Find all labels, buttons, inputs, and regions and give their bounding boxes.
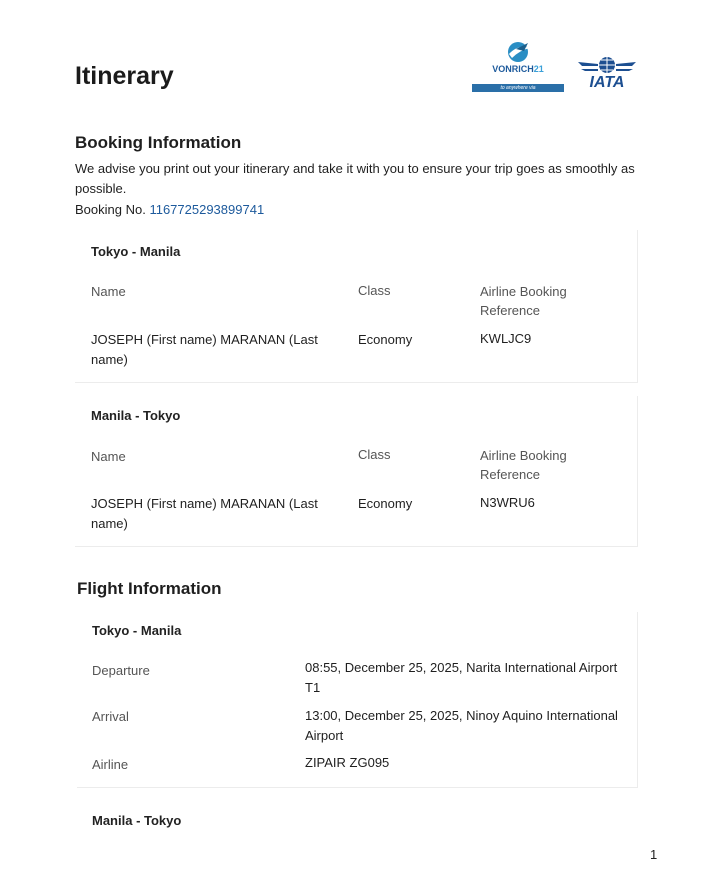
departure-line-1: 08:55, December 25, 2025, Narita International Airport	[305, 660, 618, 675]
vonrich-tagline: to anywhere via	[500, 85, 536, 91]
passenger-name-line-1: JOSEPH (First name) MARANAN (Last	[91, 332, 318, 347]
arrival-line-2: Airport	[305, 728, 344, 743]
departure-label: Departure	[92, 663, 150, 678]
airline-reference-value: N3WRU6	[480, 495, 535, 510]
booking-heading: Booking Information	[75, 133, 242, 152]
flight-segment-route: Manila - Tokyo	[92, 813, 182, 828]
airline-label: Airline	[92, 757, 129, 772]
iata-logo	[576, 54, 638, 94]
vonrich-logo	[472, 40, 564, 95]
passenger-name-line-1: JOSEPH (First name) MARANAN (Last	[91, 496, 318, 511]
column-reference-label	[480, 282, 567, 320]
airline-reference-value: KWLJC9	[480, 331, 532, 346]
page-title: Itinerary	[75, 62, 174, 90]
flight-segment-route: Tokyo - Manila	[92, 623, 182, 638]
page-number: 1	[650, 847, 658, 862]
booking-number-row	[75, 200, 264, 220]
vonrich-num: 21	[533, 64, 544, 74]
advice-line-2: possible.	[75, 181, 127, 196]
arrival-value	[305, 706, 625, 746]
arrival-label: Arrival	[92, 709, 129, 724]
ref-label-line-2: Reference	[480, 467, 540, 482]
class-value: Economy	[358, 496, 413, 511]
booking-number-label: Booking No.	[75, 202, 146, 217]
ref-label-line-1: Airline Booking	[480, 284, 567, 299]
column-name-label: Name	[91, 449, 126, 464]
column-reference-label	[480, 446, 567, 484]
iata-text: IATA	[589, 74, 625, 91]
booking-segment-route: Tokyo - Manila	[91, 244, 181, 259]
flight-heading: Flight Information	[77, 579, 222, 598]
passenger-name	[91, 494, 331, 534]
departure-line-2: T1	[305, 680, 321, 695]
airline-value: ZIPAIR ZG095	[305, 755, 390, 770]
column-name-label: Name	[91, 284, 126, 299]
departure-value	[305, 658, 625, 698]
vonrich-name: VONRICH	[492, 64, 534, 74]
passenger-name-line-2: name)	[91, 352, 128, 367]
ref-label-line-1: Airline Booking	[480, 448, 567, 463]
class-value: Economy	[358, 332, 413, 347]
arrival-line-1: 13:00, December 25, 2025, Ninoy Aquino International	[305, 708, 618, 723]
column-class-label: Class	[358, 283, 391, 298]
passenger-name	[91, 330, 331, 370]
column-class-label: Class	[358, 447, 391, 462]
booking-advice	[75, 159, 665, 199]
advice-line-1: We advise you print out your itinerary and take it with you to ensure your trip goes as smoothly as	[75, 161, 635, 176]
booking-number-value[interactable]: 1167725293899741	[149, 202, 265, 217]
ref-label-line-2: Reference	[480, 303, 540, 318]
booking-segment-route: Manila - Tokyo	[91, 408, 181, 423]
passenger-name-line-2: name)	[91, 516, 128, 531]
